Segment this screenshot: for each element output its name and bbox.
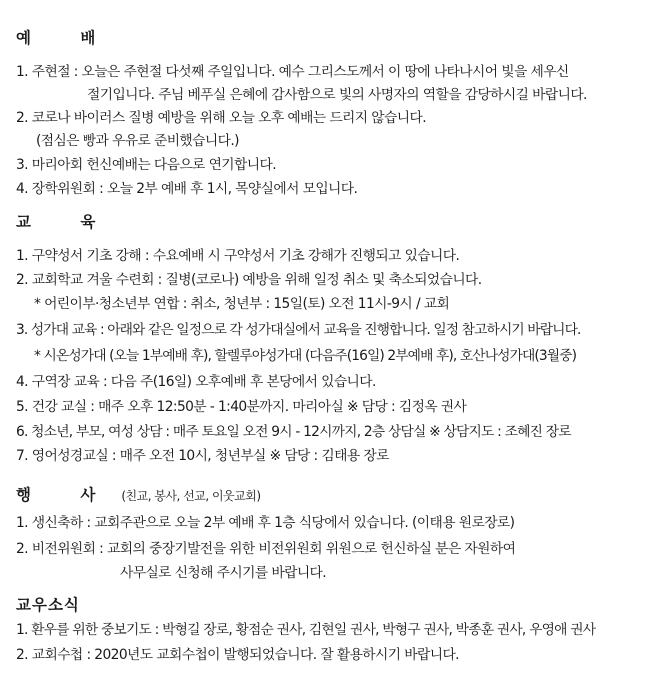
notice-line: 2. 교회학교 겨울 수련회 : 질병(코로나) 예방을 위해 일정 취소 및 축소되었습니다. [16,272,482,288]
notice-line-continued: 절기입니다. 주님 베푸실 은혜에 감사함으로 빛의 사명자의 역할을 감당하시길 바랍니다. [87,87,587,103]
notice-line-indented: * 시온성가대 (오늘 1부예배 후), 할렐루야성가대 (다음주(16일) 2부예배 후), 호산나성가대(3월중) [34,348,577,364]
notice-line: 6. 청소년, 부모, 여성 상담 : 매주 토요일 오전 9시 - 12시까지, 2층 상담실 ※ 상담지도 : 조혜진 장로 [16,424,571,440]
notice-line: 2. 교회수첩 : 2020년도 교회수첩이 발행되었습니다. 잘 활용하시기 바랍니다. [16,647,459,663]
notice-line-indented: (점심은 빵과 우유로 준비했습니다.) [36,133,239,149]
notice-line: 3. 성가대 교육 : 아래와 같은 일정으로 각 성가대실에서 교육을 진행합니다. 일정 참고하시기 바랍니다. [16,322,581,338]
notice-line: 5. 건강 교실 : 매주 오후 12:50분 - 1:40분까지. 마리아실 ※ 담당 : 김정옥 권사 [16,399,467,415]
notice-line: 2. 비전위원회 : 교회의 중장기발전을 위한 비전위원회 위원으로 헌신하실 분은 자원하여 [16,541,516,557]
notice-line: 2. 코로나 바이러스 질병 예방을 위해 오늘 오후 예배는 드리지 않습니다. [16,110,426,126]
notice-line-indented: * 어린이부·청소년부 연합 : 취소, 청년부 : 15일(토) 오전 11시-9시 / 교회 [34,296,450,312]
section-heading-text: 교우소식 [16,596,80,614]
section-heading-worship [16,27,117,49]
notice-line-continued: 사무실로 신청해 주시기를 바랍니다. [120,565,327,581]
notice-line: 1. 환우를 위한 중보기도 : 박형길 장로, 황점순 권사, 김현일 권사, 박형구 권사, 박종훈 권사, 우영애 권사 [16,622,596,638]
notice-line: 4. 장학위원회 : 오늘 2부 예배 후 1시, 목양실에서 모입니다. [16,181,358,197]
section-heading-text: 교 육 [16,213,118,231]
section-heading-events [16,484,261,507]
section-heading-text: 행 사 [16,486,118,504]
section-heading-member-news [16,594,80,616]
notice-line: 1. 생신축하 : 교회주관으로 오늘 2부 예배 후 1층 식당에서 있습니다. (이태용 원로장로) [16,515,515,531]
notice-line: 7. 영어성경교실 : 매주 오전 10시, 청년부실 ※ 담당 : 김태용 장로 [16,448,389,464]
section-heading-education [16,211,117,233]
notice-line: 4. 구역장 교육 : 다음 주(16일) 오후예배 후 본당에서 있습니다. [16,374,376,390]
section-heading-text: 예 배 [16,29,118,47]
section-subheading: (친교, 봉사, 선교, 이웃교회) [121,489,261,503]
notice-line: 1. 구약성서 기초 강해 : 수요예배 시 구약성서 기초 강해가 진행되고 있습니다. [16,248,460,264]
notice-line: 1. 주현절 : 오늘은 주현절 다섯째 주일입니다. 예수 그리스도께서 이 땅에 나타나시어 빛을 세우신 [16,64,569,80]
notice-line: 3. 마리아회 헌신예배는 다음으로 연기합니다. [16,157,276,173]
